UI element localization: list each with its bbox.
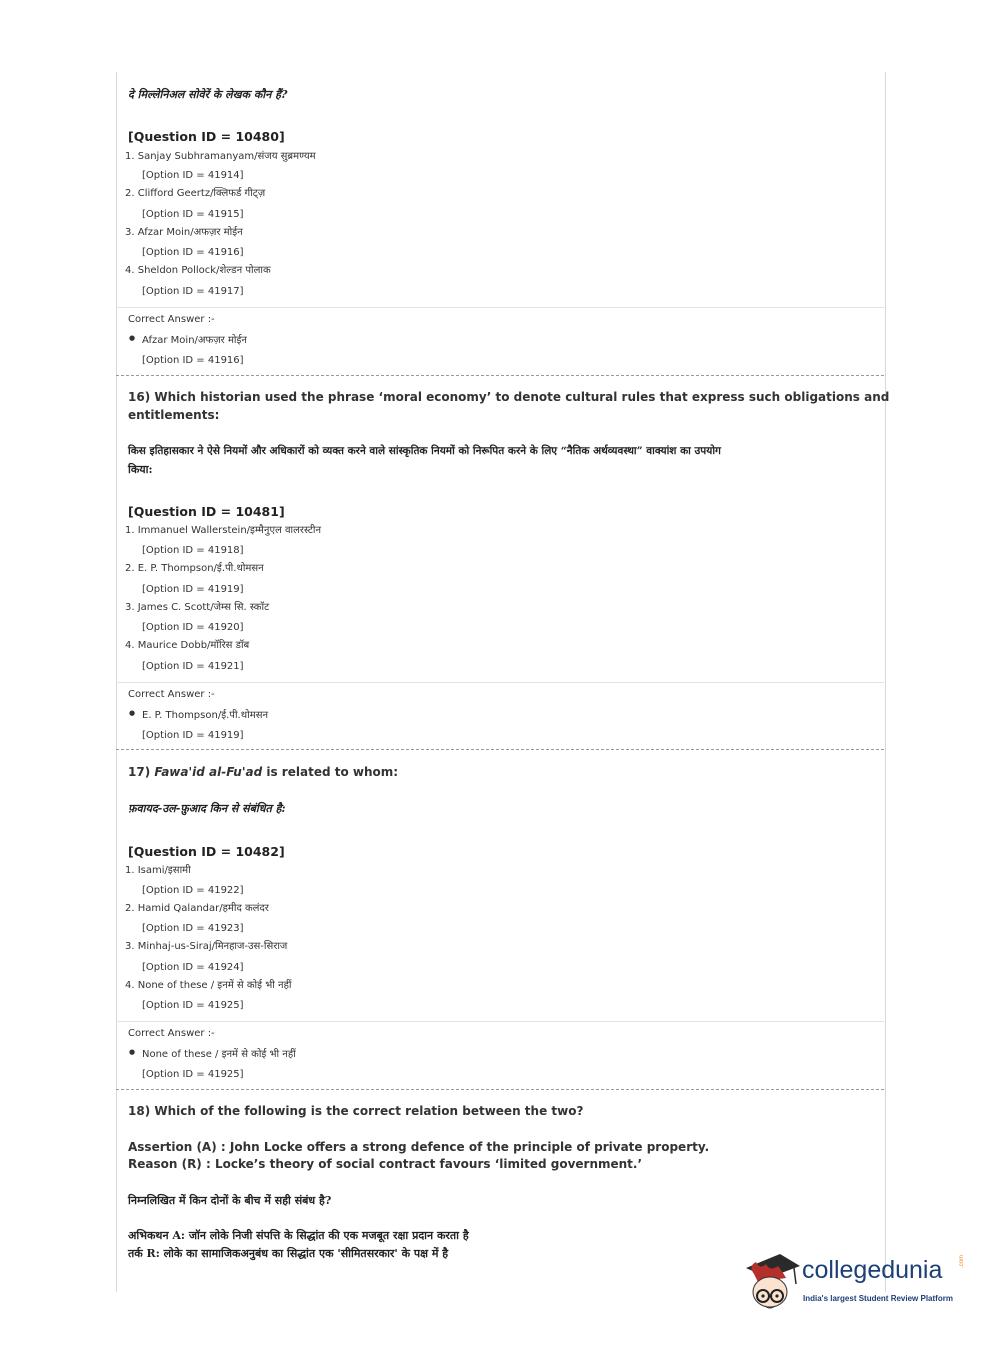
section-separator <box>116 1089 884 1090</box>
q16-option-2: 2. E. P. Thompson/ई.पी.थोमसन <box>125 563 264 574</box>
q16-divider <box>116 682 884 683</box>
q17-option-1-id: [Option ID = 41922] <box>142 885 244 896</box>
q16-correct-answer: ● E. P. Thompson/ई.पी.थोमसन <box>142 707 268 721</box>
q16-correct-label: Correct Answer :- <box>128 689 215 700</box>
q16-option-3-id: [Option ID = 41920] <box>142 622 244 633</box>
q15-hindi-question: दे मिल्लेनिअल सोवेरें के लेखक कौन हैं? <box>128 88 288 101</box>
q16-question-line1: 16) Which historian used the phrase ‘moral economy’ to denote cultural rules that express such obligations and <box>128 390 890 404</box>
q15-question-id: [Question ID = 10480] <box>128 129 285 144</box>
q17-number: 17) <box>128 765 151 779</box>
q15-correct-label: Correct Answer :- <box>128 314 215 325</box>
q16-question-id: [Question ID = 10481] <box>128 504 285 519</box>
q18-hindi-assertion: अभिकथन A: जॉन लोके निजी संपत्ति के सिद्धांत की एक मजबूत रक्षा प्रदान करता है <box>128 1229 469 1242</box>
logo-name: collegedunia <box>802 1256 943 1284</box>
q16-option-1-id: [Option ID = 41918] <box>142 545 244 556</box>
logo-tagline: India's largest Student Review Platform <box>803 1294 953 1303</box>
q15-option-3: 3. Afzar Moin/अफज़र मोईन <box>125 227 243 238</box>
q17-hindi-question: फ़वायद-उल-फ़ुआद किन से संबंधित है: <box>128 802 286 815</box>
q17-option-4-id: [Option ID = 41925] <box>142 1000 244 1011</box>
q16-option-4-id: [Option ID = 41921] <box>142 661 244 672</box>
q17-title-italic: Fawa'id al-Fu'ad <box>154 765 263 779</box>
q15-option-1: 1. Sanjay Subhramanyam/संजय सुब्रमण्यम <box>125 151 316 162</box>
q17-question-rest: is related to whom: <box>266 765 399 779</box>
q15-option-3-id: [Option ID = 41916] <box>142 247 244 258</box>
q15-option-1-id: [Option ID = 41914] <box>142 170 244 181</box>
q17-correct-label: Correct Answer :- <box>128 1028 215 1039</box>
q16-option-2-id: [Option ID = 41919] <box>142 584 244 595</box>
q17-option-3-id: [Option ID = 41924] <box>142 962 244 973</box>
q16-option-4: 4. Maurice Dobb/मॉरिस डॉब <box>125 640 250 651</box>
q17-correct-id: [Option ID = 41925] <box>142 1069 244 1080</box>
q15-option-2: 2. Clifford Geertz/क्लिफर्ड गीट्ज़ <box>125 188 266 199</box>
q17-question-id: [Question ID = 10482] <box>128 844 285 859</box>
q15-correct-answer: ● Afzar Moin/अफज़र मोईन <box>142 332 247 346</box>
q15-option-4: 4. Sheldon Pollock/शेल्डन पोलाक <box>125 265 271 276</box>
q18-reason: Reason (R) : Locke’s theory of social contract favours ‘limited government.’ <box>128 1157 643 1171</box>
q17-option-3: 3. Minhaj-us-Siraj/मिनहाज-उस-सिराज <box>125 941 288 952</box>
mascot-icon <box>740 1248 802 1318</box>
q17-option-2-id: [Option ID = 41923] <box>142 923 244 934</box>
section-separator <box>116 749 884 750</box>
logo-suffix: .com <box>959 1254 965 1268</box>
section-separator <box>116 375 884 376</box>
q17-correct-answer: ● None of these / इनमें से कोई भी नहीं <box>142 1046 296 1060</box>
q16-correct-id: [Option ID = 41919] <box>142 730 244 741</box>
q15-correct-id: [Option ID = 41916] <box>142 355 244 366</box>
q16-hindi-line2: किया: <box>128 463 153 476</box>
q18-assertion: Assertion (A) : John Locke offers a strong defence of the principle of private property. <box>128 1140 710 1154</box>
q17-option-1: 1. Isami/इसामी <box>125 865 191 876</box>
q17-divider <box>116 1021 884 1022</box>
q15-option-4-id: [Option ID = 41917] <box>142 286 244 297</box>
q16-hindi-line1: किस इतिहासकार ने ऐसे नियमों और अधिकारों को व्यक्त करने वाले सांस्कृतिक नियमों को निरूपित करने के लिए “नैतिक अर्थव्यवस्था” वाक्यांश का उपयोग <box>128 445 721 457</box>
q17-option-2: 2. Hamid Qalandar/हमीद कलंदर <box>125 903 269 914</box>
q18-hindi-reason: तर्क R: लोके का सामाजिकअनुबंध का सिद्धांत एक 'सीमितसरकार' के पक्ष में है <box>128 1247 449 1260</box>
q16-question-line2: entitlements: <box>128 408 220 422</box>
q18-hindi-question: निम्नलिखित में किन दोनों के बीच में सही संबंध है? <box>128 1194 332 1207</box>
q17-question <box>128 765 398 779</box>
q15-divider <box>116 307 884 308</box>
q15-option-2-id: [Option ID = 41915] <box>142 209 244 220</box>
q18-question: 18) Which of the following is the correct relation between the two? <box>128 1104 584 1118</box>
q16-option-3: 3. James C. Scott/जेम्स सि. स्कॉट <box>125 602 270 613</box>
collegedunia-logo[interactable] <box>740 1248 970 1318</box>
q17-option-4: 4. None of these / इनमें से कोई भी नहीं <box>125 980 292 991</box>
q16-option-1: 1. Immanuel Wallerstein/इम्मैनुएल वालरस्टीन <box>125 525 322 536</box>
